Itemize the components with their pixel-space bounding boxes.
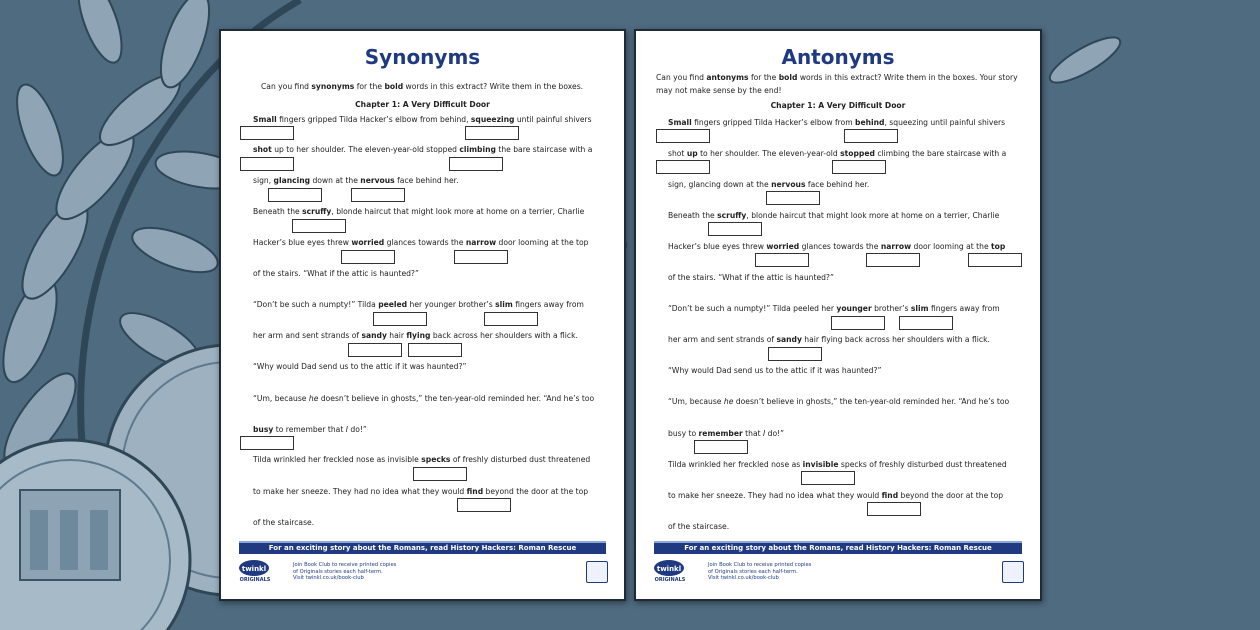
antonym-answer-box[interactable] bbox=[899, 316, 953, 330]
synonyms-text-line: shot up to her shoulder. The eleven-year-old stopped climbing the bare staircase with a bbox=[253, 145, 593, 154]
antonyms-text-line: Tilda wrinkled her freckled nose as invisible specks of freshly disturbed dust threatened bbox=[668, 460, 1007, 469]
synonyms-text-line: “Don’t be such a numpty!” Tilda peeled her younger brother’s slim fingers away from bbox=[253, 300, 584, 309]
synonym-answer-box[interactable] bbox=[449, 157, 503, 171]
synonym-answer-box[interactable] bbox=[373, 312, 427, 326]
antonym-answer-box[interactable] bbox=[831, 316, 885, 330]
antonyms-text-line: her arm and sent strands of sandy hair flying back across her shoulders with a flick. bbox=[668, 335, 990, 344]
synonyms-text-line: to make her sneeze. They had no idea what they would find beyond the door at the top bbox=[253, 487, 589, 496]
synonyms-text-line: Small fingers gripped Tilda Hacker’s elbow from behind, squeezing until painful shivers bbox=[253, 115, 592, 124]
synonym-answer-box[interactable] bbox=[465, 126, 519, 140]
book-club-badge-icon bbox=[1002, 561, 1024, 583]
synonyms-text-line: busy to remember that I do!” bbox=[253, 425, 367, 434]
synonym-answer-box[interactable] bbox=[351, 188, 405, 202]
book-club-banner: For an exciting story about the Romans, read History Hackers: Roman Rescue bbox=[239, 541, 606, 554]
synonyms-text-line: sign, glancing down at the nervous face behind her. bbox=[253, 176, 459, 185]
twinkl-originals-logo bbox=[239, 559, 273, 583]
antonym-answer-box[interactable] bbox=[694, 440, 748, 454]
book-club-info: Join Book Club to receive printed copies of Originals stories each half-term. Visit twinkl.co.uk/book-club bbox=[293, 562, 397, 582]
antonyms-text-line: “Why would Dad send us to the attic if it was haunted?” bbox=[668, 366, 882, 375]
svg-text:twinkl: twinkl bbox=[656, 565, 682, 573]
antonym-answer-box[interactable] bbox=[844, 129, 898, 143]
synonym-answer-box[interactable] bbox=[484, 312, 538, 326]
synonym-answer-box[interactable] bbox=[268, 188, 322, 202]
antonyms-chapter-heading: Chapter 1: A Very Difficult Door bbox=[770, 101, 906, 110]
antonym-answer-box[interactable] bbox=[867, 502, 921, 516]
synonyms-text-line: Beneath the scruffy, blonde haircut that might look more at home on a terrier, Charlie bbox=[253, 207, 585, 216]
antonyms-text-line: “Don’t be such a numpty!” Tilda peeled her younger brother’s slim fingers away from bbox=[668, 304, 1000, 313]
antonyms-worksheet bbox=[634, 29, 1042, 601]
synonym-answer-box[interactable] bbox=[341, 250, 395, 264]
synonyms-text-line: Tilda wrinkled her freckled nose as invisible specks of freshly disturbed dust threatened bbox=[253, 455, 591, 464]
synonym-answer-box[interactable] bbox=[240, 436, 294, 450]
synonym-answer-box[interactable] bbox=[240, 157, 294, 171]
book-club-info: Join Book Club to receive printed copies of Originals stories each half-term. Visit twinkl.co.uk/book-club bbox=[708, 562, 812, 582]
synonyms-text-line: “Why would Dad send us to the attic if it was haunted?” bbox=[253, 362, 467, 371]
synonym-answer-box[interactable] bbox=[457, 498, 511, 512]
book-club-badge-icon bbox=[586, 561, 608, 583]
antonyms-text-line: Hacker’s blue eyes threw worried glances towards the narrow door looming at the top bbox=[668, 242, 1006, 251]
synonym-answer-box[interactable] bbox=[348, 343, 402, 357]
antonyms-title: Antonyms bbox=[781, 45, 895, 69]
svg-text:twinkl: twinkl bbox=[241, 565, 267, 573]
synonyms-text-line: her arm and sent strands of sandy hair flying back across her shoulders with a flick. bbox=[253, 331, 578, 340]
antonym-answer-box[interactable] bbox=[755, 253, 809, 267]
antonym-answer-box[interactable] bbox=[968, 253, 1022, 267]
antonyms-text-line: sign, glancing down at the nervous face behind her. bbox=[668, 180, 870, 189]
synonym-answer-box[interactable] bbox=[454, 250, 508, 264]
antonym-answer-box[interactable] bbox=[766, 191, 820, 205]
synonyms-instructions: Can you find synonyms for the bold words in this extract? Write them in the boxes. bbox=[261, 82, 584, 91]
synonyms-text-line: Hacker’s blue eyes threw worried glances towards the narrow door looming at the top bbox=[253, 238, 589, 247]
antonyms-text-line: busy to remember that I do!” bbox=[668, 429, 785, 438]
antonyms-instructions: Can you find antonyms for the bold words in this extract? Write them in the boxes. Your story may not make sense by the end! bbox=[656, 73, 1018, 95]
twinkl-originals-logo bbox=[654, 559, 688, 583]
antonyms-text-line: shot up to her shoulder. The eleven-year-old stopped climbing the bare staircase with a bbox=[668, 149, 1007, 158]
antonyms-text-line: “Um, because he doesn’t believe in ghosts,” the ten-year-old reminded her. “And he’s too bbox=[668, 397, 1010, 406]
antonym-answer-box[interactable] bbox=[656, 129, 710, 143]
synonyms-text-line: of the staircase. bbox=[253, 518, 315, 527]
antonym-answer-box[interactable] bbox=[768, 347, 822, 361]
svg-text:ORIGINALS: ORIGINALS bbox=[654, 577, 686, 583]
antonyms-text-line: Small fingers gripped Tilda Hacker’s elbow from behind, squeezing until painful shivers bbox=[668, 118, 1006, 127]
antonyms-text-line: to make her sneeze. They had no idea what they would find beyond the door at the top bbox=[668, 491, 1004, 500]
synonyms-text-line: of the stairs. “What if the attic is haunted?” bbox=[253, 269, 419, 278]
synonyms-text-line: “Um, because he doesn’t believe in ghosts,” the ten-year-old reminded her. “And he’s too bbox=[253, 394, 595, 403]
synonym-answer-box[interactable] bbox=[240, 126, 294, 140]
antonym-answer-box[interactable] bbox=[801, 471, 855, 485]
synonym-answer-box[interactable] bbox=[408, 343, 462, 357]
synonyms-worksheet bbox=[219, 29, 626, 601]
synonyms-title: Synonyms bbox=[364, 45, 481, 69]
book-club-banner: For an exciting story about the Romans, read History Hackers: Roman Rescue bbox=[654, 541, 1022, 554]
antonyms-text-line: of the staircase. bbox=[668, 522, 730, 531]
synonym-answer-box[interactable] bbox=[292, 219, 346, 233]
antonyms-text-line: of the stairs. “What if the attic is haunted?” bbox=[668, 273, 834, 282]
antonyms-text-line: Beneath the scruffy, blonde haircut that might look more at home on a terrier, Charlie bbox=[668, 211, 1000, 220]
antonym-answer-box[interactable] bbox=[866, 253, 920, 267]
svg-text:ORIGINALS: ORIGINALS bbox=[239, 577, 271, 583]
antonym-answer-box[interactable] bbox=[656, 160, 710, 174]
synonym-answer-box[interactable] bbox=[413, 467, 467, 481]
synonyms-chapter-heading: Chapter 1: A Very Difficult Door bbox=[355, 100, 490, 109]
antonym-answer-box[interactable] bbox=[832, 160, 886, 174]
antonym-answer-box[interactable] bbox=[708, 222, 762, 236]
